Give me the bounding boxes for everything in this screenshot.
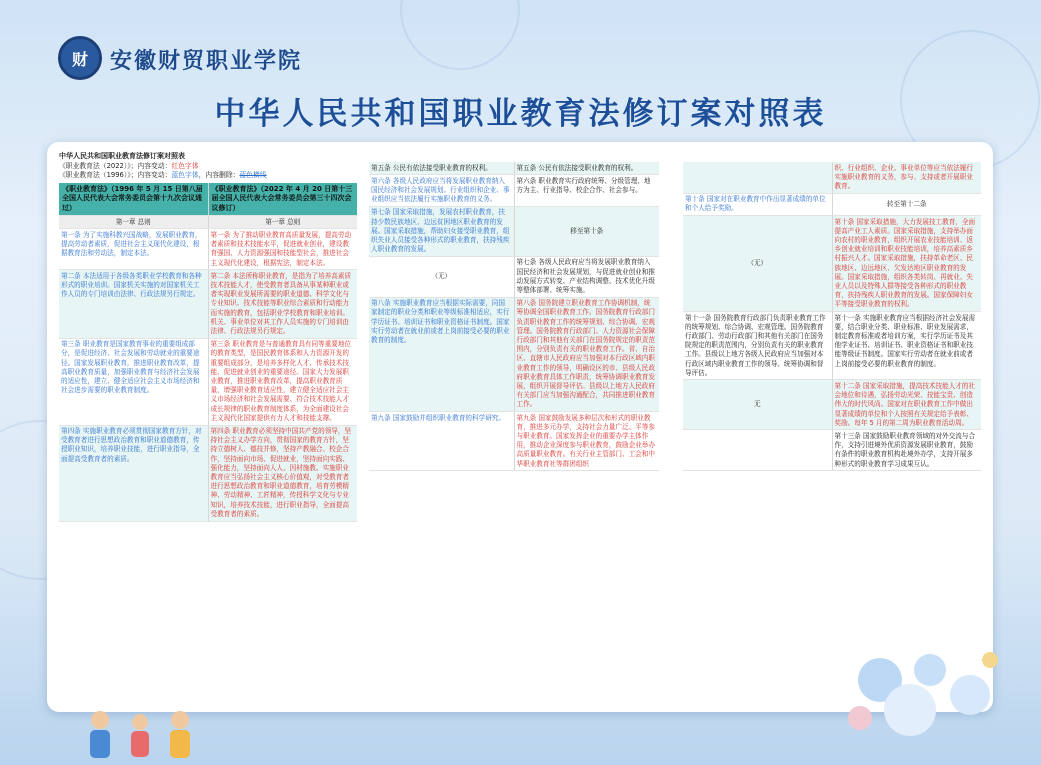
comparison-table-2 bbox=[369, 162, 659, 471]
doc-header bbox=[59, 152, 357, 181]
new-text: 第一条 为了推动职业教育高质量发展，提高劳动者素质和技术技能水平，促进就业创业，建设教育强国、人力资源强国和技能型社会，推进社会主义现代化建设，根据宪法，制定本法。 bbox=[208, 229, 357, 270]
old-text: 无 bbox=[683, 380, 832, 430]
new-text: 转至第十二条 bbox=[832, 193, 981, 215]
old-text: 第三条 职业教育是国家教育事业的重要组成部分，是促进经济、社会发展和劳动就业的重要途径。国家发展职业教育，推进职业教育改革，提高职业教育质量，加强职业教育与经济社会发展的适应性，建立、健全适应社会主义市场经济和社会进步需要的职业教育制度。 bbox=[59, 338, 208, 425]
old-text: 第六条 各级人民政府应当将发展职业教育纳入国民经济和社会发展规划。行业组织和企业、事业组织应当依法履行实施职业教育的义务。 bbox=[369, 175, 514, 207]
new-text: 第十二条 国家采取措施，提高技术技能人才的社会地位和待遇，弘扬劳动光荣、技能宝贵、创造伟大的时代风尚。国家对在职业教育工作中做出显著成绩的单位和个人按照有关规定给予表彰、奖励。每年 5 月的第二周为职业教育活动周。 bbox=[832, 380, 981, 430]
table-row bbox=[683, 193, 981, 215]
old-text: 第一条 为了实施科教兴国战略，发展职业教育，提高劳动者素质，促进社会主义现代化建设，根据教育法和劳动法，制定本法。 bbox=[59, 229, 208, 270]
chapter-old: 第一章 总则 bbox=[59, 216, 208, 229]
new-text: 第九条 国家鼓励发展多种层次和形式的职业教育，推进多元办学，支持社会力量广泛、平等参与职业教育。国家发挥企业的重要办学主体作用，推动企业深度参与职业教育，鼓励企业举办高质量职业教育。有关行业主管部门、工会和中华职业教育社等群团组织 bbox=[514, 412, 659, 471]
new-text: 第四条 职业教育必须坚持中国共产党的领导，坚持社会主义办学方向，贯彻国家的教育方针，坚持立德树人、德技并修，坚持产教融合、校企合作，坚持面向市场、促进就业，坚持面向实践、强化能力，坚持面向人人、因材施教。实施职业教育应当弘扬社会主义核心价值观，对受教育者进行思想政治教育和职业道德教育，培育劳模精神、劳动精神、工匠精神，传授科学文化与专业知识，培养技术技能，进行职业指导，全面提高受教育者的素质。 bbox=[208, 425, 357, 521]
old-text: 第十一条 国务院教育行政部门负责职业教育工作的统筹规划、综合协调、宏观管理。国务院教育行政部门、劳动行政部门和其他有关部门在国务院规定的职责范围内，分别负责有关的职业教育工作。县级以上地方各级人民政府应当加强对本行政区域内职业教育工作的领导、统筹协调和督导评估。 bbox=[683, 312, 832, 380]
children-illustration-icon bbox=[60, 700, 300, 760]
new-text: 第十条 国家采取措施，大力发展技工教育，全面提高产业工人素质。国家采取措施，支持举办面向农村的职业教育，组织开展农业技能培训、返乡创业就业培训和职业技能培训，培养高素质乡村振兴人才。国家采取措施，扶持革命老区、民族地区、边远地区、欠发达地区职业教育的发展。国家采取措施，组织各类转岗、再就业、失业人员以及特殊人群等接受各种形式的职业教育，扶持残疾人职业教育的发展。国家保障妇女平等接受职业教育的权利。 bbox=[832, 216, 981, 312]
old-text: 第五条 公民有依法接受职业教育的权利。 bbox=[369, 162, 514, 175]
table-row bbox=[369, 175, 659, 207]
new-text: 第三条 职业教育是与普通教育具有同等重要地位的教育类型，是国民教育体系和人力资源开发的重要组成部分，是培养多样化人才、传承技术技能、促进就业创业的重要途径。国家大力发展职业教育，推进职业教育改革，提高职业教育质量，增强职业教育适应性，建立健全适应社会主义市场经济和社会发展需要、符合技术技能人才成长规律的职业教育制度体系，为全面建设社会主义现代化国家提供有力人才和技能支撑。 bbox=[208, 338, 357, 425]
legend-line-2: 《职业教育法（1996）》；内容变动：蓝色字体，内容删除：蓝色横线 bbox=[59, 171, 267, 180]
table-row bbox=[59, 425, 357, 521]
table-row bbox=[369, 412, 659, 471]
table-row bbox=[369, 256, 659, 297]
old-text bbox=[683, 430, 832, 471]
new-text: 第二条 本法所称职业教育，是指为了培养高素质技术技能人才，使受教育者具备从事某种职业或者实现职业发展所需要的职业道德、科学文化与专业知识、技术技能等职业综合素质和行动能力而实施的教育，包括职业学校教育和职业培训。机关、事业单位对其工作人员实施的专门培训由法律、行政法规另行规定。 bbox=[208, 270, 357, 338]
comparison-panel bbox=[47, 142, 993, 712]
chapter-new: 第一章 总则 bbox=[208, 216, 357, 229]
new-text: 第五条 公民有依法接受职业教育的权利。 bbox=[514, 162, 659, 175]
new-text: 织、行业组织、企业、事业单位等应当依法履行实施职业教育的义务，参与、支持或者开展职业教育。 bbox=[832, 162, 981, 193]
header bbox=[0, 0, 1041, 135]
table-row bbox=[369, 297, 659, 411]
old-text: 第七条 国家采取措施，发展农村职业教育，扶持少数民族地区、边远贫困地区职业教育的发展。国家采取措施，帮助妇女接受职业教育，组织失业人员接受各种形式的职业教育，扶持残疾人职业教育的发展。 bbox=[369, 206, 514, 256]
col-header-1996: 《职业教育法》（1996 年 5 月 15 日第八届全国人民代表大会常务委员会第十九次会议通过） bbox=[59, 183, 208, 216]
doc-title: 中华人民共和国职业教育法修订案对照表 bbox=[59, 152, 185, 160]
table-row bbox=[59, 229, 357, 270]
table-row bbox=[59, 270, 357, 338]
column-2 bbox=[369, 162, 659, 471]
old-text: （无） bbox=[683, 216, 832, 312]
school-logo-icon: 财 bbox=[58, 36, 102, 80]
old-text: 第四条 实施职业教育必须贯彻国家教育方针，对受教育者进行思想政治教育和职业道德教育，传授职业知识，培养职业技能，进行职业指导，全面提高受教育者的素质。 bbox=[59, 425, 208, 521]
new-text: 第十一条 实施职业教育应当根据经济社会发展需要，结合职业分类、职业标准、职业发展需求，制定教育标准或者培训方案，实行学历证书及其他学业证书、培训证书、职业资格证书和职业技能等级证书制度。国家实行劳动者在就业前或者上岗前接受必要的职业教育的制度。 bbox=[832, 312, 981, 380]
table-row bbox=[683, 380, 981, 430]
new-text: 第十三条 国家鼓励职业教育领域的对外交流与合作，支持引进境外优质资源发展职业教育，鼓励有条件的职业教育机构赴境外办学，支持开展多种形式的职业教育学习成果互认。 bbox=[832, 430, 981, 471]
old-text: 第八条 实施职业教育应当根据实际需要，同国家制定的职业分类和职业等级标准相适应，实行学历证书、培训证书和职业资格证书制度。国家实行劳动者在就业前或者上岗前接受必要的职业教育的制度。 bbox=[369, 297, 514, 411]
old-text: （无） bbox=[369, 256, 514, 297]
comparison-table-1 bbox=[59, 183, 357, 522]
col-header-2022: 《职业教育法》（2022 年 4 月 20 日第十三届全国人民代表大会常务委员会第三十四次会议修订） bbox=[208, 183, 357, 216]
old-text: 第十条 国家对在职业教育中作出显著成绩的单位和个人给予奖励。 bbox=[683, 193, 832, 215]
table-header-row bbox=[59, 183, 357, 216]
chapter-row bbox=[59, 216, 357, 229]
table-row bbox=[683, 312, 981, 380]
new-text: 移至第十条 bbox=[514, 206, 659, 256]
table-row bbox=[59, 338, 357, 425]
page-title: 中华人民共和国职业教育法修订案对照表 bbox=[214, 96, 827, 132]
old-text: 第九条 国家鼓励并组织职业教育的科学研究。 bbox=[369, 412, 514, 471]
column-1 bbox=[59, 152, 357, 522]
table-row bbox=[369, 206, 659, 256]
new-text: 第六条 职业教育实行政府统筹、分级管理、地方为主、行业指导、校企合作、社会参与。 bbox=[514, 175, 659, 207]
new-text: 第七条 各级人民政府应当将发展职业教育纳入国民经济和社会发展规划，与促进就业创业和推动发展方式转变、产业结构调整、技术优化升级等整体部署、统筹实施。 bbox=[514, 256, 659, 297]
table-row bbox=[683, 162, 981, 193]
bubbles-illustration-icon bbox=[820, 640, 1020, 750]
table-row bbox=[683, 430, 981, 471]
column-3 bbox=[683, 162, 981, 471]
table-row bbox=[683, 216, 981, 312]
table-row bbox=[369, 162, 659, 175]
new-text: 第八条 国务院建立职业教育工作协调机制，统筹协调全国职业教育工作。国务院教育行政部门负责职业教育工作的统筹规划、综合协调、宏观管理。国务院教育行政部门、人力资源社会保障行政部门和其他有关部门在国务院规定的职责范围内，分别负责有关的职业教育工作。省、自治区、直辖市人民政府应当加强对本行政区域内职业教育工作的领导，明确设区的市、县级人民政府职业教育具体工作职责，统筹协调职业教育发展，组织开展督导评估。县级以上地方人民政府有关部门应当加强沟通配合，共同推进职业教育工作。 bbox=[514, 297, 659, 411]
school-name: 安徽财贸职业学院 bbox=[110, 48, 303, 74]
old-text: 第二条 本法适用于各级各类职业学校教育和各种形式的职业培训。国家机关实施的对国家机关工作人员的专门培训由法律、行政法规另行规定。 bbox=[59, 270, 208, 338]
legend-line-1: 《职业教育法（2022）》；内容变动：红色字体 bbox=[59, 161, 199, 170]
comparison-table-3 bbox=[683, 162, 981, 471]
